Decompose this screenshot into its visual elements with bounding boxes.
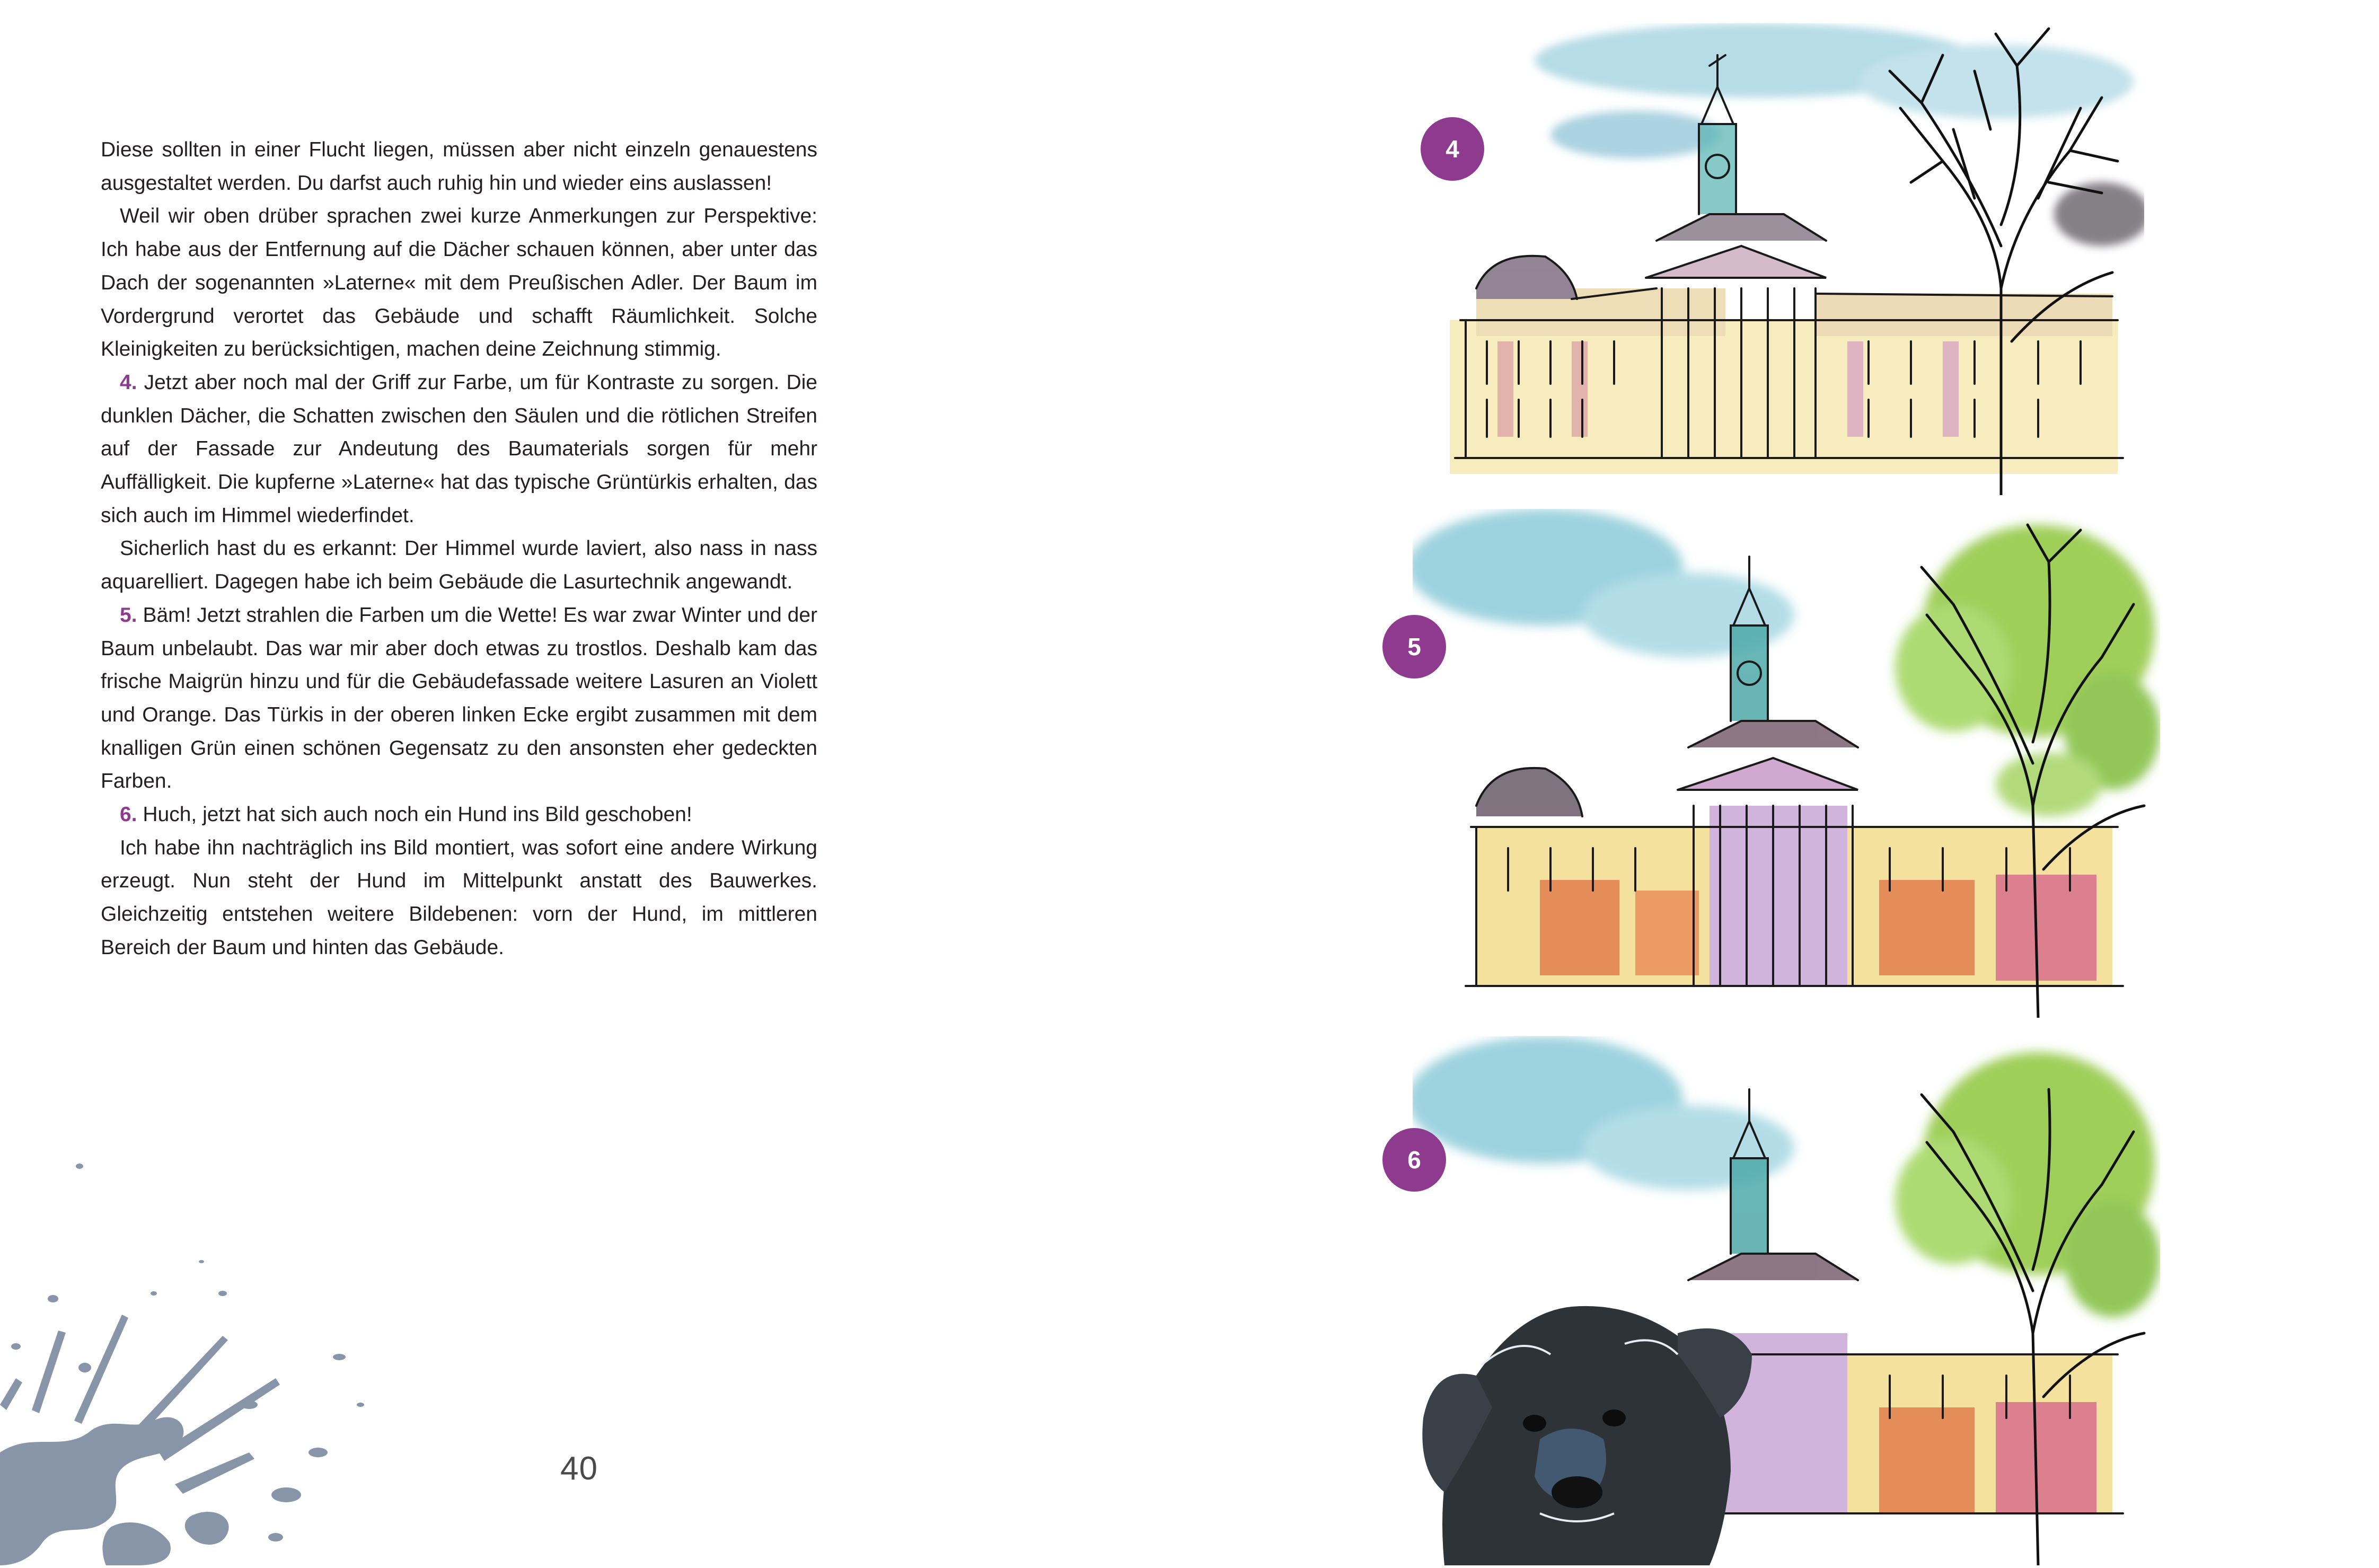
step-badge-4: 4 [1421, 117, 1484, 181]
paragraph-text: Ich habe ihn nachträglich ins Bild montiert, was sofort eine andere Wirkung erzeugt. Nun steht der Hund im Mittelpunkt anstatt des Bauwerkes. Gleichzeitig entstehen weitere Bildebenen: vorn der Hund, im mittleren Bereich der Baum und hinten das Gebäude. [101, 836, 817, 959]
paragraph-7 [101, 832, 817, 965]
paragraph-3 [101, 366, 817, 533]
paragraph-1 [101, 134, 817, 200]
paragraph-text: Huch, jetzt hat sich auch noch ein Hund ins Bild geschoben! [143, 803, 692, 826]
step-badge-5: 5 [1382, 615, 1446, 679]
watercolor-illustration-step-4 [1413, 23, 2144, 495]
paragraph-text: Weil wir oben drüber sprachen zwei kurze Anmerkungen zur Perspektive: Ich habe aus der Entfernung auf die Dächer schauen können, aber unter das Dach der sogenannten »Laterne« mit dem Preußischen Adler. Der Baum im Vordergrund verortet das Gebäude und schafft Räumlichkeit. Solche Kleinigkeiten zu berücksichtigen, machen deine Zeichnung stimmig. [101, 205, 817, 361]
watercolor-illustration-step-5 [1413, 509, 2160, 1018]
page-number: 40 [560, 1450, 598, 1487]
paragraph-text: Jetzt aber noch mal der Griff zur Farbe, um für Kontraste zu sorgen. Die dunklen Dächer, die Schatten zwischen den Säulen und die rötlichen Streifen auf der Fassade zur Andeutung des Baumaterials sorgen für mehr Auffälligkeit. Die kupferne »Laterne« hat das typische Grüntürkis erhalten, das sich auch im Himmel wiederfindet. [101, 371, 817, 527]
body-text [101, 134, 817, 965]
paragraph-text: Diese sollten in einer Flucht liegen, müssen aber nicht einzeln genauestens ausgestaltet werden. Du darfst auch ruhig hin und wieder eins auslassen! [101, 138, 817, 195]
step-badge-6: 6 [1382, 1128, 1446, 1192]
step-number-4: 4. [120, 371, 137, 394]
ink-splash-decoration [0, 1156, 382, 1565]
paragraph-text: Sicherlich hast du es erkannt: Der Himmel wurde laviert, also nass in nass aquarelliert. Dagegen habe ich beim Gebäude die Lasurtechnik angewandt. [101, 537, 817, 594]
paragraph-2 [101, 200, 817, 366]
watercolor-illustration-step-6 [1413, 1036, 2160, 1565]
step-number-5: 5. [120, 603, 137, 627]
step-number-6: 6. [120, 803, 137, 826]
paragraph-6 [101, 798, 817, 832]
paragraph-5 [101, 599, 817, 798]
paragraph-text: Bäm! Jetzt strahlen die Farben um die Wette! Es war zwar Winter und der Baum unbelaubt. Das war mir aber doch etwas zu trostlos. Deshalb kam das frische Maigrün hinzu und für die Gebäudefassade weitere Lasuren an Violett und Orange. Das Türkis in der oberen linken Ecke ergibt zusammen mit dem knalligen Grün einen schönen Gegensatz zu den ansonsten eher gedeckten Farben. [101, 603, 817, 793]
paragraph-4 [101, 532, 817, 598]
